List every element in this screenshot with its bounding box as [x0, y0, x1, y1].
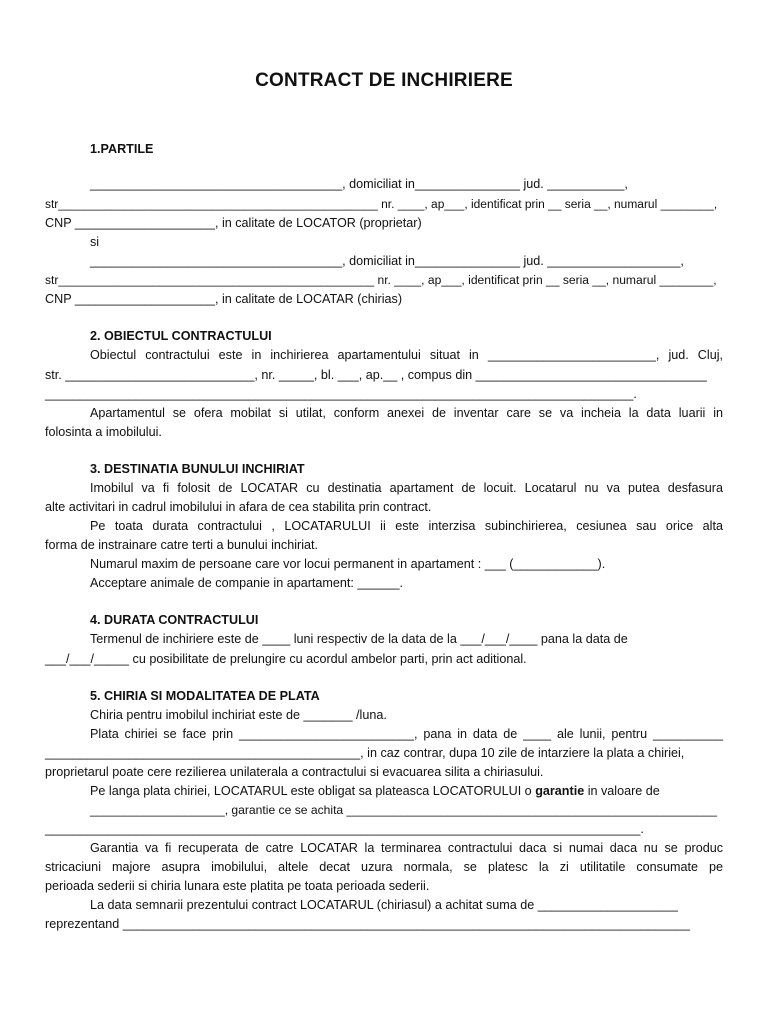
- section-heading-destinatia: 3. DESTINATIA BUNULUI INCHIRIAT: [90, 462, 305, 476]
- text-line: La data semnarii prezentului contract LOCATARUL (chiriasul) a achitat suma de ____________________: [90, 898, 678, 912]
- text-line: folosinta a imobilului.: [45, 425, 162, 439]
- text-line: perioada sederii si chiria lunara este platita pe toata perioada sederii.: [45, 879, 430, 893]
- section-heading-obiectul: 2. OBIECTUL CONTRACTULUI: [90, 329, 272, 343]
- text-line: ____________________________________, domiciliat in_______________ jud. ___________,: [90, 177, 628, 191]
- bold-term-garantie: garantie: [535, 784, 585, 798]
- text-line: Acceptare animale de companie in apartament: ______.: [90, 576, 403, 590]
- text-line: Pe toata durata contractului , LOCATARULUI ii este interzisa subinchirierea, cesiunea sau orice alta: [90, 519, 723, 533]
- text-line: Plata chiriei se face prin _________________________, pana in data de ____ ale lunii, pentru __________: [90, 727, 723, 741]
- text-line: Imobilul va fi folosit de LOCATAR cu destinatia apartament de locuit. Locatarul nu va putea desfasura: [90, 481, 723, 495]
- text-line: str. ___________________________, nr. _____, bl. ___, ap.__ , compus din _________________________________: [45, 368, 707, 382]
- text-line: Termenul de inchiriere este de ____ luni respectiv de la data de la ___/___/____ pana la data de: [90, 632, 628, 646]
- text-line: _____________________________________________, in caz contrar, dupa 10 zile de intarziere la plata a chiriei,: [45, 746, 685, 760]
- section-heading-partile: 1.PARTILE: [90, 142, 154, 156]
- text-line: CNP ____________________, in calitate de LOCATOR (proprietar): [45, 216, 422, 230]
- document-title: CONTRACT DE INCHIRIERE: [255, 70, 513, 91]
- text-line: str________________________________________________ nr. ____, ap___, identificat prin __ seria __, numarul ________,: [45, 197, 718, 211]
- text-line: str_______________________________________________ nr. ____, ap___, identificat prin __ seria __, numarul ________,: [45, 273, 717, 287]
- text-line: CNP ____________________, in calitate de LOCATAR (chirias): [45, 292, 403, 306]
- text-line: alte activitari in cadrul imobilului in afara de cea stabilita prin contract.: [45, 500, 432, 514]
- text-line: ____________________, garantie ce se achita _______________________________________________________: [90, 803, 717, 817]
- text-line: Obiectul contractului este in inchirierea apartamentului situat in ________________________, jud. Cluj,: [90, 348, 723, 362]
- text-line: forma de instrainare catre terti a bunului inchiriat.: [45, 538, 318, 552]
- text-segment: Pe langa plata chiriei, LOCATARUL este obligat sa plateasca LOCATORULUI o: [90, 784, 536, 798]
- text-line: ____________________________________, domiciliat in_______________ jud. ___________________,: [90, 254, 684, 268]
- text-line: Garantia va fi recuperata de catre LOCATAR la terminarea contractului daca si numai daca nu se produc: [90, 841, 723, 855]
- text-line: _____________________________________________________________________________________.: [45, 822, 644, 836]
- text-line: proprietarul poate cere rezilierea unilaterala a contractului si evacuarea silita a chiriasului.: [45, 765, 544, 779]
- text-line: reprezentand _________________________________________________________________________________: [45, 917, 691, 931]
- text-line: Apartamentul se ofera mobilat si utilat, conform anexei de inventar care se va incheia la data luarii in: [90, 406, 723, 420]
- text-line: Numarul maxim de persoane care vor locui permanent in apartament : ___ (____________).: [90, 557, 606, 571]
- text-line: si: [90, 235, 100, 249]
- text-line: ____________________________________________________________________________________.: [45, 387, 637, 401]
- section-heading-durata: 4. DURATA CONTRACTULUI: [90, 613, 259, 627]
- text-segment: in valoare de: [584, 784, 660, 798]
- text-line: stricaciuni majore asupra imobilului, altele decat uzura normala, se platesc la zi utilitatile consumate pe: [45, 860, 723, 874]
- text-line: ___/___/_____ cu posibilitate de prelungire cu acordul ambelor parti, prin act aditional.: [45, 652, 527, 666]
- section-heading-chiria: 5. CHIRIA SI MODALITATEA DE PLATA: [90, 689, 320, 703]
- text-line: Chiria pentru imobilul inchiriat este de _______ /luna.: [90, 708, 387, 722]
- text-line-garantie: [90, 782, 660, 801]
